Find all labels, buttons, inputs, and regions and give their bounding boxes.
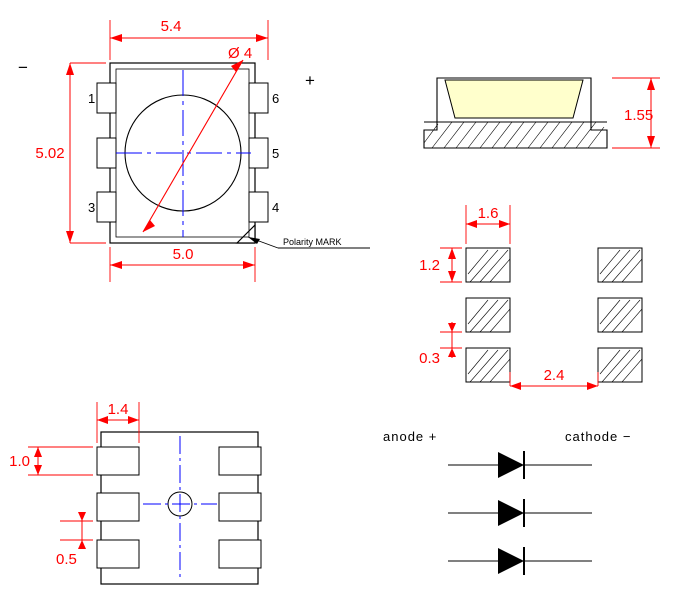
diameter-leader [143, 60, 243, 232]
dim-arrow-502-bottom [66, 231, 74, 243]
dim-arrow-10-bottom [34, 465, 42, 475]
dim-terminal-height: 1.0 [9, 453, 30, 470]
bottom-pad-3 [97, 540, 139, 568]
dim-arrow-03-top [448, 323, 456, 332]
dim-pad-height: 1.2 [419, 257, 440, 274]
pad-4 [598, 348, 642, 382]
pad-6 [598, 248, 642, 282]
dim-arrow-24-right [587, 382, 598, 390]
pin-label-5: 5 [272, 146, 280, 161]
dim-arrow-50-left [110, 261, 122, 269]
dim-arrow-16-right [499, 220, 510, 228]
dim-arrow-05-top [78, 512, 86, 521]
dim-arrow-54-left [110, 34, 122, 42]
bottom-pad-5 [219, 493, 261, 521]
dim-arrow-14-left [97, 416, 108, 424]
dim-arrow-10-top [34, 447, 42, 457]
diode-1-triangle [498, 452, 524, 478]
polarity-minus-symbol: − [18, 58, 28, 77]
pad-3 [466, 348, 510, 382]
dim-arrow-03-bottom [448, 348, 456, 357]
dim-arrow-05-bottom [78, 540, 86, 549]
dim-thickness: 1.55 [624, 107, 654, 124]
pin-label-4: 4 [272, 200, 280, 215]
polarity-plus-symbol: + [305, 71, 315, 90]
terminal-5 [249, 138, 268, 168]
bottom-view [9, 401, 261, 584]
diode-3 [448, 547, 592, 575]
dim-arrow-155-top [647, 78, 655, 90]
dim-body-width: 5.0 [172, 246, 194, 263]
terminal-2 [97, 138, 116, 168]
dim-pad-span: 2.4 [543, 367, 565, 384]
dim-arrow-502-top [66, 63, 74, 75]
dim-arrow-12-bottom [448, 271, 456, 282]
dim-arrow-24-left [510, 382, 521, 390]
polarity-mark-note: Polarity MARK [283, 237, 342, 247]
terminal-1 [97, 83, 116, 113]
dim-terminal-gap: 0.5 [56, 551, 77, 568]
dim-lens-diameter: Ø 4 [228, 45, 253, 62]
terminal-6 [249, 83, 268, 113]
side-view [424, 78, 660, 148]
dim-arrow-155-bottom [647, 136, 655, 148]
internal-circuit-diagram [383, 429, 631, 575]
diode-2-triangle [498, 500, 524, 526]
anode-label: anode + [383, 429, 438, 444]
cathode-label: cathode − [565, 429, 632, 444]
terminal-4 [249, 192, 268, 222]
pin-label-6: 6 [272, 91, 280, 106]
diode-1 [448, 451, 592, 479]
dim-arrow-16-left [466, 220, 477, 228]
pad-layout-view [419, 205, 642, 390]
dim-width-overall: 5.4 [160, 18, 182, 35]
bottom-pad-2 [97, 493, 139, 521]
dim-arrow-54-right [256, 34, 268, 42]
dim-pad-gap: 0.3 [419, 350, 440, 367]
pad-2 [466, 298, 510, 332]
diode-2 [448, 499, 592, 527]
bottom-pad-6 [219, 447, 261, 475]
dim-arrow-12-top [448, 248, 456, 259]
pad-1 [466, 248, 510, 282]
diode-3-triangle [498, 548, 524, 574]
dim-pad-width: 1.6 [477, 205, 499, 222]
terminal-3 [97, 192, 116, 222]
diameter-arrow-lower [143, 220, 155, 232]
side-view-cavity [445, 80, 583, 118]
pin-label-3: 3 [88, 200, 96, 215]
top-view [18, 18, 370, 282]
bottom-pad-4 [219, 540, 261, 568]
dim-arrow-50-right [243, 261, 255, 269]
pin-label-1: 1 [88, 91, 96, 106]
dim-terminal-width: 1.4 [107, 401, 129, 418]
bottom-pad-1 [97, 447, 139, 475]
pad-5 [598, 298, 642, 332]
dim-arrow-14-right [128, 416, 139, 424]
dim-height-overall: 5.02 [35, 145, 65, 162]
